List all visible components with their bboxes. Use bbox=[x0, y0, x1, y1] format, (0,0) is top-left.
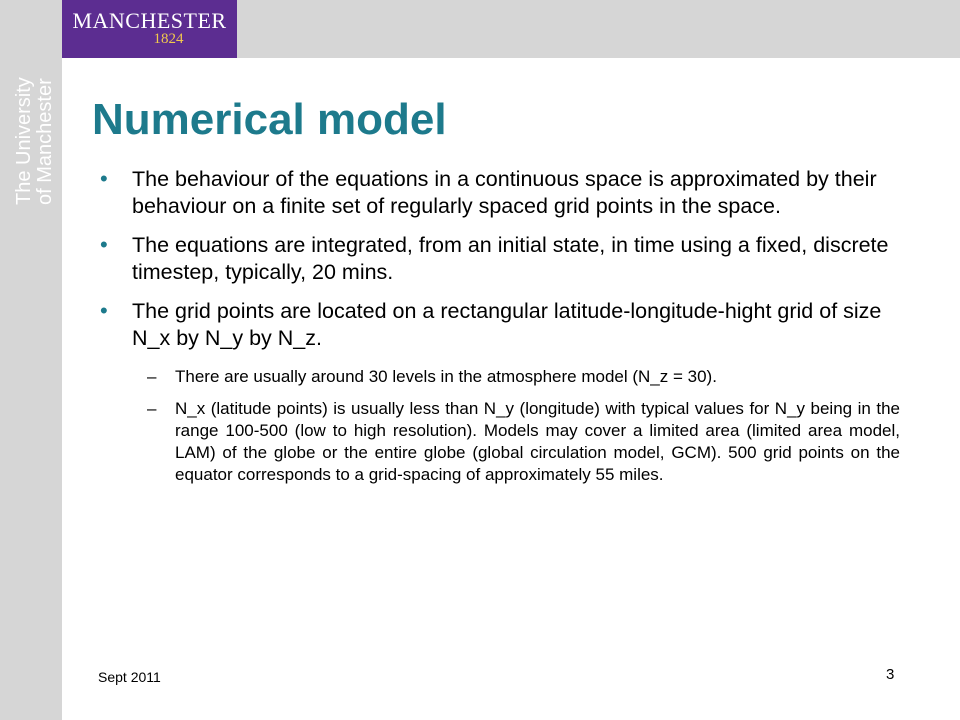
wordmark-line-1: The University bbox=[13, 77, 35, 205]
slide-title: Numerical model bbox=[92, 95, 447, 144]
page-number: 3 bbox=[886, 666, 895, 683]
university-vertical-wordmark bbox=[14, 55, 56, 205]
slide-body bbox=[100, 166, 900, 496]
manchester-logo bbox=[62, 0, 237, 58]
bullet-item bbox=[100, 166, 900, 220]
footer-date: Sept 2011 bbox=[98, 669, 161, 685]
sub-bullet-text: There are usually around 30 levels in the atmosphere model (N_z = 30). bbox=[175, 367, 717, 386]
bullet-symbol: • bbox=[100, 298, 108, 323]
sub-bullet-text: N_x (latitude points) is usually less than N_y (longitude) with typical values for N_y being in the range 100-500 (low to high resolution). Models may cover a limited area (limited area model, LAM) of the globe or the entire globe (global circulation model, GCM). 500 grid points on the equator corresponds to a grid-spacing of approximately 55 miles. bbox=[175, 399, 900, 484]
bullet-symbol: • bbox=[100, 166, 108, 191]
sub-bullet-item bbox=[0, 398, 900, 486]
wordmark-line-2: of Manchester bbox=[34, 78, 56, 205]
sub-bullet-item bbox=[0, 366, 900, 388]
logo-name: MANCHESTER bbox=[72, 8, 227, 33]
logo-year: 1824 bbox=[153, 31, 184, 47]
sub-bullet-symbol: – bbox=[147, 367, 157, 386]
bullet-symbol: • bbox=[100, 232, 108, 257]
bullet-item bbox=[100, 232, 900, 286]
left-sidebar bbox=[0, 0, 62, 720]
bullet-text: The grid points are located on a rectangular latitude-longitude-hight grid of size N_x by N_y by N_z. bbox=[132, 299, 882, 350]
bullet-item bbox=[100, 298, 900, 352]
bullet-text: The behaviour of the equations in a continuous space is approximated by their behaviour on a finite set of regularly spaced grid points in the space. bbox=[132, 167, 877, 218]
sub-bullet-symbol: – bbox=[147, 399, 157, 418]
bullet-text: The equations are integrated, from an initial state, in time using a fixed, discrete timestep, typically, 20 mins. bbox=[132, 233, 889, 284]
